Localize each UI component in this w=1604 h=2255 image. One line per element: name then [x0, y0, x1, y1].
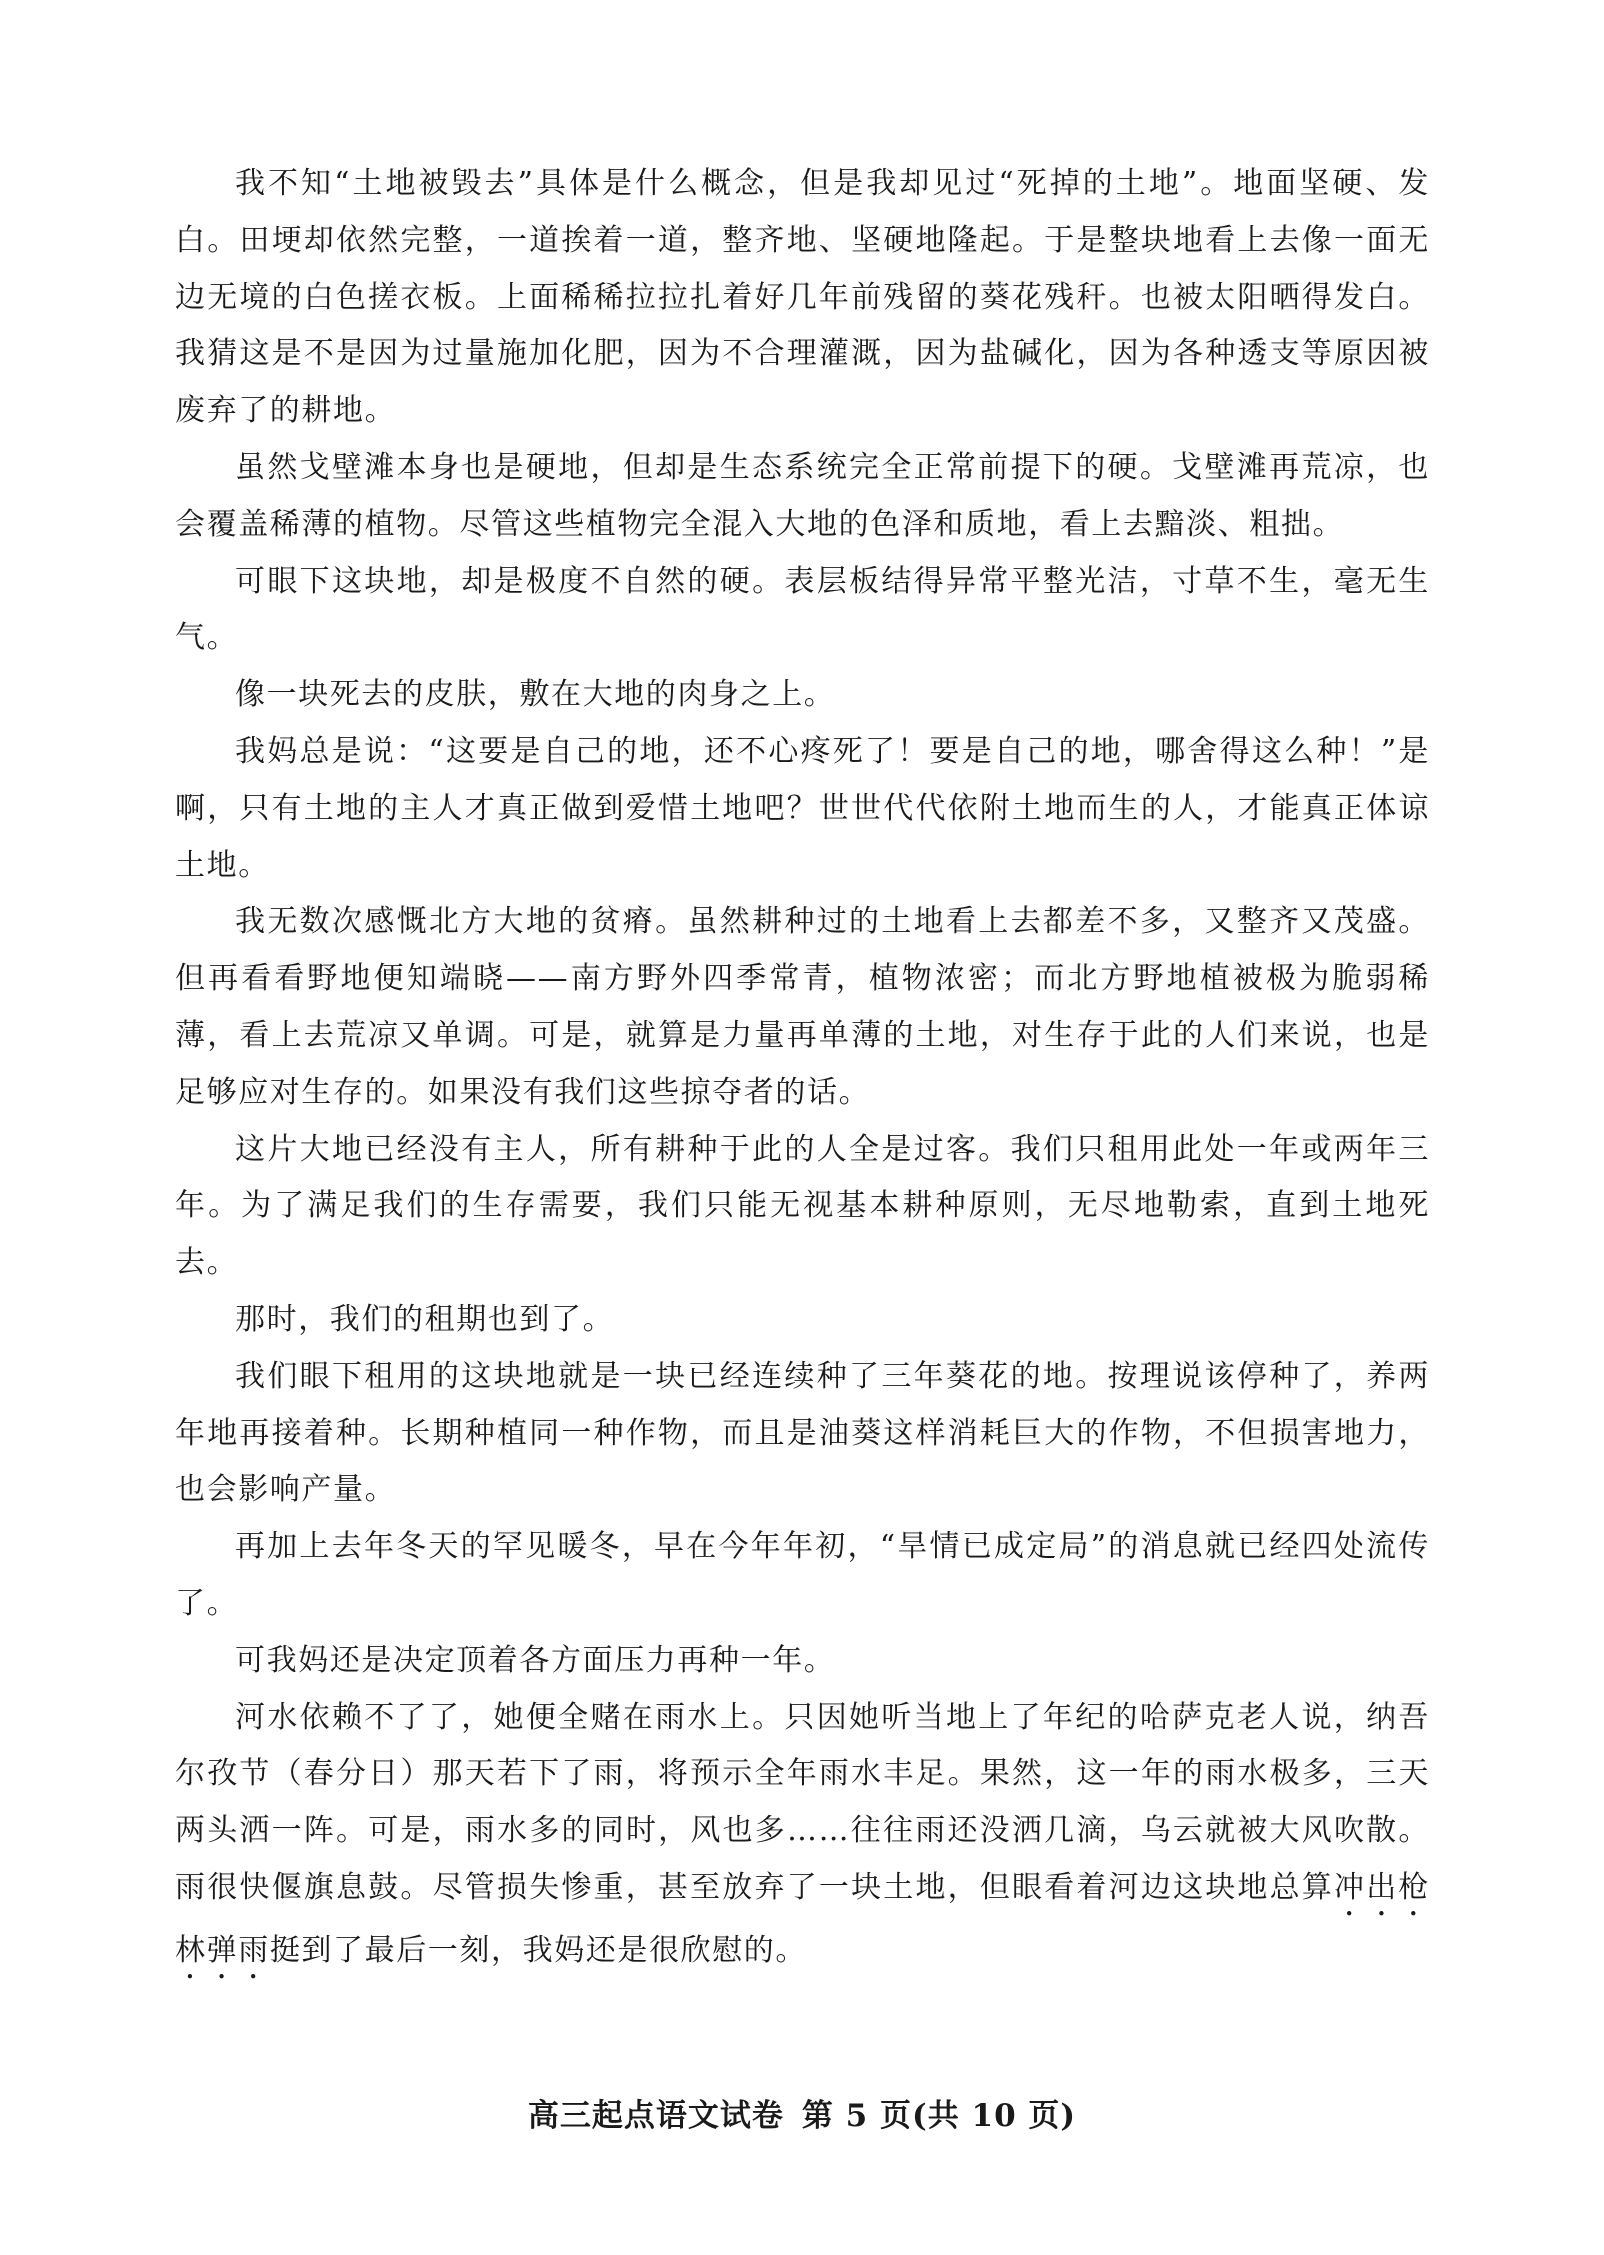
paragraph-10: 再加上去年冬天的罕见暖冬，早在今年年初，“旱情已成定局”的消息就已经四处流传了。: [175, 1529, 1430, 1621]
paragraph-2: 虽然戈壁滩本身也是硬地，但却是生态系统完全正常前提下的硬。戈壁滩再荒凉，也会覆盖稀薄的植物。尽管这些植物完全混入大地的色泽和质地，看上去黯淡、粗拙。: [175, 449, 1430, 542]
page-number: 第 5 页(共 10 页): [801, 2098, 1077, 2134]
paragraph-7: 这片大地已经没有主人，所有耕种于此的人全是过客。我们只租用此处一年或两年三年。为了满足我们的生存需要，我们只能无视基本耕种原则，无尽地勒索，直到土地死去。: [175, 1131, 1430, 1281]
paragraph-1: 我不知“土地被毁去”具体是什么概念，但是我却见过“死掉的土地”。地面坚硬、发白。田埂却依然完整，一道挨着一道，整齐地、坚硬地隆起。于是整块地看上去像一面无边无境的白色搓衣板。上面稀稀拉拉扎着好几年前残留的葵花残秆。也被太阳晒得发白。我猜这是不是因为过量施加化肥，因为不合理灌溉，因为盐碱化，因为各种透支等原因被废弃了的耕地。: [175, 166, 1430, 429]
paragraph-8: 那时，我们的租期也到了。: [235, 1301, 615, 1337]
paragraph-12: [175, 1690, 1430, 1986]
paragraph-6: 我无数次感慨北方大地的贫瘠。虽然耕种过的土地看上去都差不多，又整齐又茂盛。但再看看野地便知端晓——南方野外四季常青，植物浓密；而北方野地植被极为脆弱稀薄，看上去荒凉又单调。可是，就算是力量再单薄的土地，对生存于此的人们来说，也是足够应对生存的。如果没有我们这些掠夺者的话。: [175, 904, 1430, 1110]
emphasized-phrase: 冲出枪林弹雨: [175, 1869, 1430, 1968]
paragraph-5: 我妈总是说：“这要是自己的地，还不心疼死了！要是自己的地，哪舍得这么种！”是啊，只有土地的主人才真正做到爱惜土地吧？世世代代依附土地而生的人，才能真正体谅土地。: [175, 733, 1430, 883]
paragraph-9: 我们眼下租用的这块地就是一块已经连续种了三年葵花的地。按理说该停种了，养两年地再接着种。长期种植同一种作物，而且是油葵这样消耗巨大的作物，不但损害地力，也会影响产量。: [175, 1358, 1430, 1508]
page-footer: [0, 2090, 1604, 2135]
paragraph-3: 可眼下这块地，却是极度不自然的硬。表层板结得异常平整光洁，寸草不生，毫无生气。: [175, 563, 1430, 656]
paragraph-12-text-after: 挺到了最后一刻，我妈还是很欣慰的。: [269, 1932, 808, 1968]
paragraph-4: 像一块死去的皮肤，敷在大地的肉身之上。: [235, 677, 836, 713]
paragraph-11: 可我妈还是决定顶着各方面压力再种一年。: [235, 1642, 836, 1678]
exam-title: 高三起点语文试卷: [527, 2098, 784, 2134]
reading-passage: [175, 156, 1430, 1986]
paragraph-12-text-before: 河水依赖不了了，她便全赌在雨水上。只因她听当地上了年纪的哈萨克老人说，纳吾尔孜节（春分日）那天若下了雨，将预示全年雨水丰足。果然，这一年的雨水极多，三天两头洒一阵。可是，雨水多的同时，风也多……往往雨还没洒几滴，乌云就被大风吹散。雨很快偃旗息鼓。尽管损失惨重，甚至放弃了一块土地，但眼看着河边这块地总算: [175, 1699, 1430, 1905]
